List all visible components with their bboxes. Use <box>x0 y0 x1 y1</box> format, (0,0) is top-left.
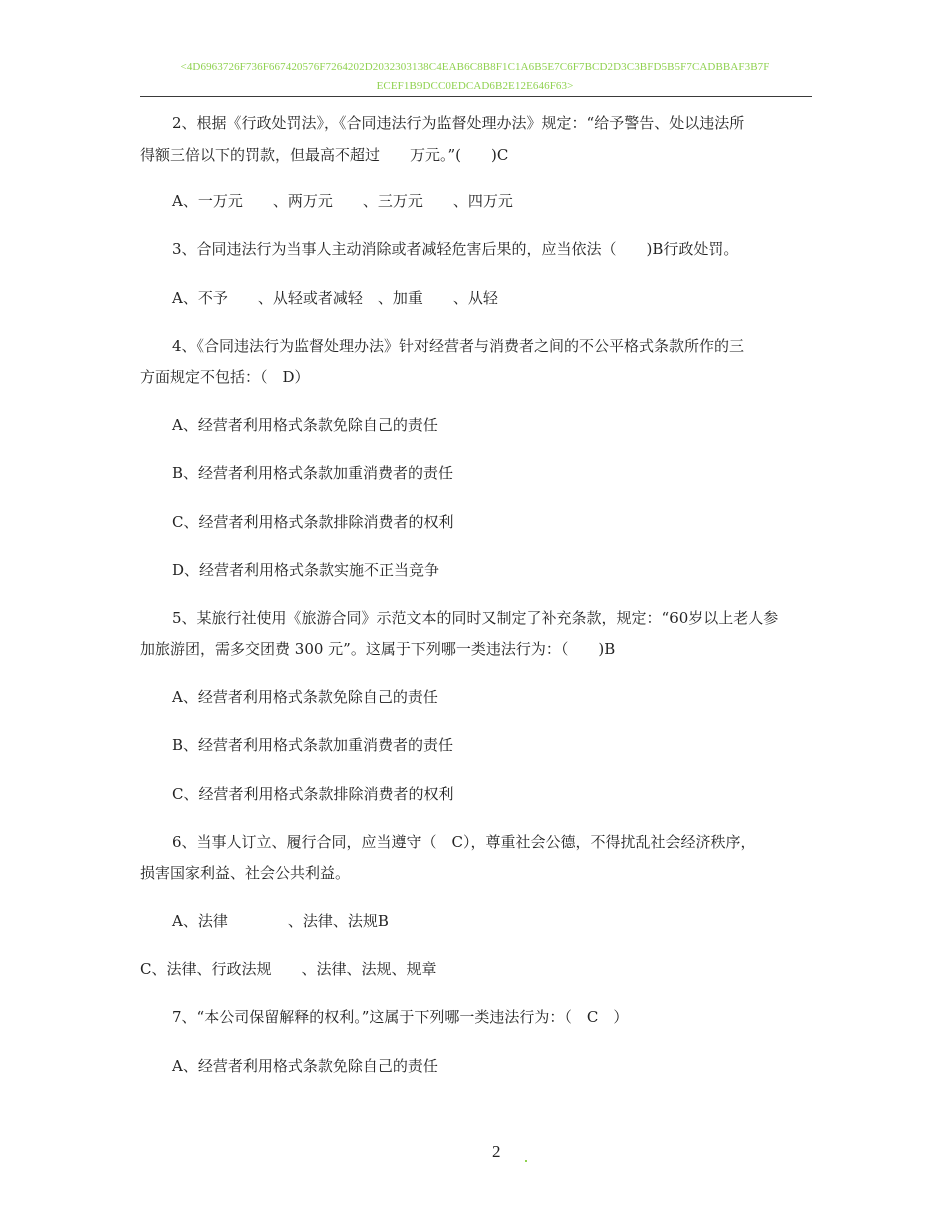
header-rule <box>140 96 812 97</box>
question-3-line-1: 3、合同违法行为当事人主动消除或者减轻危害后果的，应当依法（ )B行政处罚。 <box>172 240 739 258</box>
question-5-option-b: B、经营者利用格式条款加重消费者的责任 <box>172 736 454 754</box>
page-number: 2 <box>492 1142 501 1161</box>
header-code-line-2: ECEF1B9DCC0EDCAD6B2E12E646F63> <box>376 80 574 92</box>
question-6-line-1: 6、当事人订立、履行合同，应当遵守（ C），尊重社会公德，不得扰乱社会经济秩序， <box>172 833 756 851</box>
question-2-line-1: 2、根据《行政处罚法》，《合同违法行为监督处理办法》规定：“给予警告、处以违法所 <box>172 114 745 132</box>
question-2-options: A、一万元 、两万元 、三万元 、四万元 <box>172 192 513 210</box>
question-6-options-row-1: A、法律 、法律、法规B <box>172 912 389 930</box>
question-4-option-c: C、经营者利用格式条款排除消费者的权利 <box>172 513 454 531</box>
question-2-line-2: 得额三倍以下的罚款，但最高不超过 万元。”( )C <box>140 146 509 164</box>
question-4-line-2: 方面规定不包括：（ D） <box>140 368 310 386</box>
question-4-option-b: B、经营者利用格式条款加重消费者的责任 <box>172 464 454 482</box>
question-4-option-a: A、经营者利用格式条款免除自己的责任 <box>172 416 438 434</box>
question-7-option-a: A、经营者利用格式条款免除自己的责任 <box>172 1057 438 1075</box>
question-4-option-d: D、经营者利用格式条款实施不正当竞争 <box>172 561 440 579</box>
question-3-options: A、不予 、从轻或者减轻 、加重 、从轻 <box>172 289 498 307</box>
question-5-option-a: A、经营者利用格式条款免除自己的责任 <box>172 688 438 706</box>
question-5-line-2: 加旅游团，需多交团费 300 元”。这属于下列哪一类违法行为：（ )B <box>140 640 616 658</box>
header-code-line-1: <4D6963726F736F667420576F7264202D2032303138C4EAB6C8B8F1C1A6B5E7C6F7BCD2D3C3BFD5B5F7CADBBAF3B7F <box>180 61 770 73</box>
question-7-line-1: 7、“本公司保留解释的权利。”这属于下列哪一类违法行为：（ C ） <box>172 1008 629 1026</box>
question-4-line-1: 4、《合同违法行为监督处理办法》针对经营者与消费者之间的不公平格式条款所作的三 <box>172 337 745 355</box>
document-code-header <box>140 58 810 96</box>
green-dot-mark <box>525 1160 527 1162</box>
question-6-line-2: 损害国家利益、社会公共利益。 <box>140 864 351 882</box>
question-5-line-1: 5、某旅行社使用《旅游合同》示范文本的同时又制定了补充条款，规定：“60岁以上老人参 <box>172 609 779 627</box>
question-5-option-c: C、经营者利用格式条款排除消费者的权利 <box>172 785 454 803</box>
question-6-options-row-2: C、法律、行政法规 、法律、法规、规章 <box>140 960 437 978</box>
